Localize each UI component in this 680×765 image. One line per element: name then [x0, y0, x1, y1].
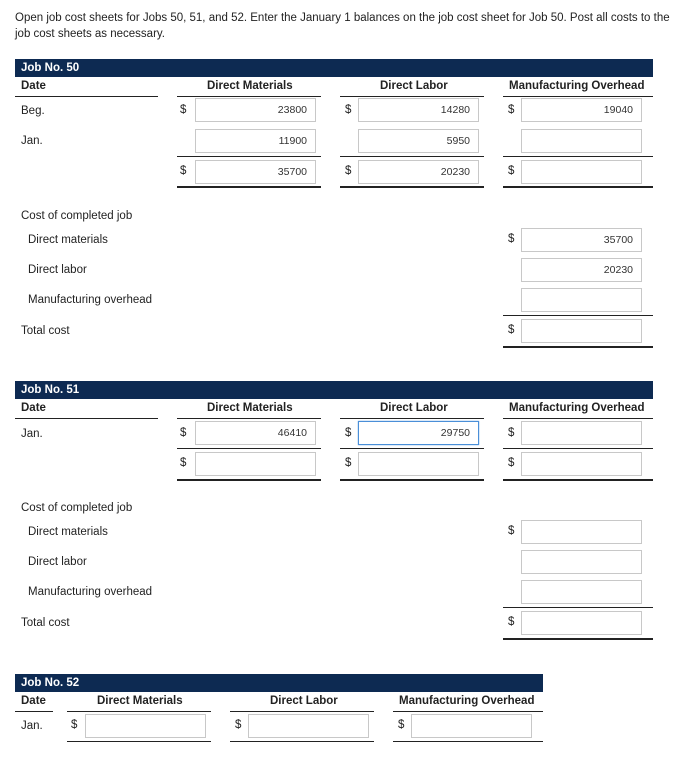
job50-beg-dm-input[interactable]: 23800 — [195, 98, 316, 122]
job51-jan-dm-dollar: $ — [180, 427, 187, 439]
job51-total-cost-dollar: $ — [508, 616, 515, 628]
job50-total-dl-dollar: $ — [345, 165, 352, 177]
job50-jan-dl-input[interactable]: 5950 — [358, 129, 479, 153]
job51-total-dl-dollar: $ — [345, 457, 352, 469]
job51-total-moh-dollar: $ — [508, 457, 515, 469]
job51-dm-header: Direct Materials — [207, 402, 293, 414]
job50-completed-heading: Cost of completed job — [21, 210, 133, 222]
job52-jan-dl-dollar: $ — [235, 719, 242, 731]
job50-moh-sum-line — [503, 156, 653, 157]
job50-dm-header: Direct Materials — [207, 80, 293, 92]
job51-moh-sum-line — [503, 448, 653, 449]
job52-dl-header: Direct Labor — [270, 695, 338, 707]
job50-total-moh-dollar: $ — [508, 165, 515, 177]
job51-date-underline — [15, 418, 158, 419]
job51-completed-dm-label: Direct materials — [28, 526, 108, 538]
job50-total-dl-input[interactable]: 20230 — [358, 160, 479, 184]
job52-moh-header: Manufacturing Overhead — [399, 695, 535, 707]
job50-dl-sum-line — [340, 156, 484, 157]
job51-completed-heading: Cost of completed job — [21, 502, 133, 514]
job50-date-header: Date — [21, 80, 46, 92]
job50-beg-label: Beg. — [21, 105, 45, 117]
job50-title-bar: Job No. 50 — [15, 59, 653, 77]
job51-total-moh-input[interactable] — [521, 452, 642, 476]
job50-total-cost-input[interactable] — [521, 319, 642, 343]
job50-dm-underline — [177, 96, 321, 97]
job51-dm-double-line — [177, 479, 321, 481]
job52-moh-underline — [393, 711, 543, 712]
job52-dm-underline — [67, 711, 211, 712]
job50-beg-dm-dollar: $ — [180, 104, 187, 116]
job52-dl-underline — [230, 711, 374, 712]
job51-jan-label: Jan. — [21, 428, 43, 440]
job50-dl-double-line — [340, 186, 484, 188]
job50-moh-double-line — [503, 186, 653, 188]
job51-dm-underline — [177, 418, 321, 419]
job51-completed-moh-input[interactable] — [521, 580, 642, 604]
job50-jan-label: Jan. — [21, 135, 43, 147]
job50-dl-underline — [340, 96, 484, 97]
job52-dm-bottom-line — [67, 741, 211, 742]
job51-completed-dl-label: Direct labor — [28, 556, 87, 568]
job50-dl-header: Direct Labor — [380, 80, 448, 92]
job51-moh-header: Manufacturing Overhead — [509, 402, 645, 414]
job50-beg-dl-dollar: $ — [345, 104, 352, 116]
job52-jan-moh-input[interactable] — [411, 714, 532, 738]
job51-total-cost-input[interactable] — [521, 611, 642, 635]
job50-completed-dl-input[interactable]: 20230 — [521, 258, 642, 282]
job52-jan-dm-dollar: $ — [71, 719, 78, 731]
job51-title-bar: Job No. 51 — [15, 381, 653, 399]
job51-moh-double-line — [503, 479, 653, 481]
job50-dm-sum-line — [177, 156, 321, 157]
job50-completed-dm-input[interactable]: 35700 — [521, 228, 642, 252]
job51-total-cost-double-line — [503, 638, 653, 640]
job51-jan-dl-dollar: $ — [345, 427, 352, 439]
job50-completed-sum-line — [503, 315, 653, 316]
job51-total-dm-dollar: $ — [180, 457, 187, 469]
job51-date-header: Date — [21, 402, 46, 414]
job51-dl-header: Direct Labor — [380, 402, 448, 414]
job50-moh-header: Manufacturing Overhead — [509, 80, 645, 92]
job50-dm-double-line — [177, 186, 321, 188]
job50-total-cost-label: Total cost — [21, 325, 70, 337]
job51-jan-dl-input[interactable]: 29750 — [358, 421, 479, 445]
job51-jan-dm-input[interactable]: 46410 — [195, 421, 316, 445]
job50-total-dm-input[interactable]: 35700 — [195, 160, 316, 184]
job52-date-header: Date — [21, 695, 46, 707]
job50-total-cost-double-line — [503, 346, 653, 348]
job50-total-moh-input[interactable] — [521, 160, 642, 184]
job51-jan-moh-dollar: $ — [508, 427, 515, 439]
job51-completed-dm-dollar: $ — [508, 525, 515, 537]
job52-dl-bottom-line — [230, 741, 374, 742]
job51-completed-sum-line — [503, 607, 653, 608]
job50-completed-moh-input[interactable] — [521, 288, 642, 312]
job50-total-cost-dollar: $ — [508, 324, 515, 336]
job50-completed-dl-label: Direct labor — [28, 264, 87, 276]
job52-jan-moh-dollar: $ — [398, 719, 405, 731]
job51-total-dm-input[interactable] — [195, 452, 316, 476]
job52-moh-bottom-line — [393, 741, 543, 742]
job52-title-bar: Job No. 52 — [15, 674, 543, 692]
job51-total-dl-input[interactable] — [358, 452, 479, 476]
job50-moh-underline — [503, 96, 653, 97]
job50-completed-moh-label: Manufacturing overhead — [28, 294, 153, 306]
job51-completed-dm-input[interactable] — [521, 520, 642, 544]
job50-completed-dm-label: Direct materials — [28, 234, 108, 246]
job50-date-underline — [15, 96, 158, 97]
job52-jan-label: Jan. — [21, 720, 43, 732]
job52-date-underline — [15, 711, 53, 712]
job51-completed-moh-label: Manufacturing overhead — [28, 586, 153, 598]
job50-total-dm-dollar: $ — [180, 165, 187, 177]
job52-jan-dm-input[interactable] — [85, 714, 206, 738]
job50-beg-dl-input[interactable]: 14280 — [358, 98, 479, 122]
job51-moh-underline — [503, 418, 653, 419]
job51-dl-sum-line — [340, 448, 484, 449]
job51-total-cost-label: Total cost — [21, 617, 70, 629]
job51-dl-double-line — [340, 479, 484, 481]
job50-beg-moh-input[interactable]: 19040 — [521, 98, 642, 122]
job50-jan-dm-input[interactable]: 11900 — [195, 129, 316, 153]
job51-dm-sum-line — [177, 448, 321, 449]
job50-jan-moh-input[interactable] — [521, 129, 642, 153]
job52-jan-dl-input[interactable] — [248, 714, 369, 738]
job51-completed-dl-input[interactable] — [521, 550, 642, 574]
job50-beg-moh-dollar: $ — [508, 104, 515, 116]
instructions-text: Open job cost sheets for Jobs 50, 51, and 52. Enter the January 1 balances on the job cost sheet for Job 50. Post all costs to the job cost sheets as necessary. — [15, 12, 670, 40]
job52-dm-header: Direct Materials — [97, 695, 183, 707]
job51-jan-moh-input[interactable] — [521, 421, 642, 445]
job51-dl-underline — [340, 418, 484, 419]
job50-completed-dm-dollar: $ — [508, 233, 515, 245]
